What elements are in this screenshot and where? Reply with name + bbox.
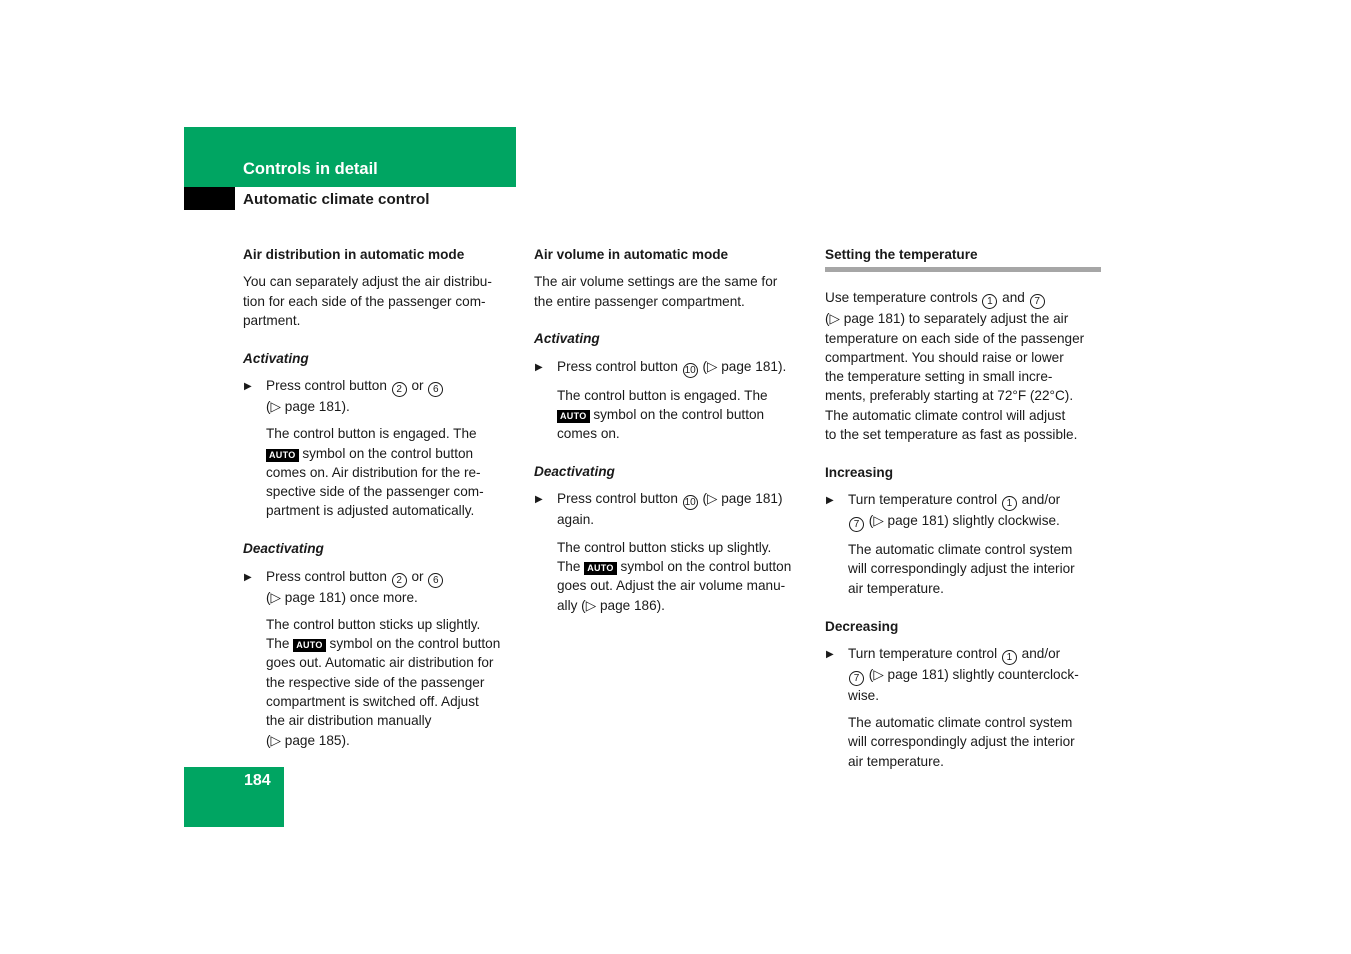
page-reference-icon: ▷ bbox=[707, 491, 718, 507]
control-number-icon: 1 bbox=[1002, 496, 1017, 511]
step-result: The control button sticks up slightly. The AUTO symbol on the control button goes out. Automatic air distribution for the respective side of the passenger compartment is switched off. Adjust the air distribution manually (▷ page 185). bbox=[266, 616, 501, 748]
auto-symbol-icon: AUTO bbox=[584, 562, 617, 575]
subheading-decreasing: Decreasing bbox=[825, 618, 899, 634]
text-line: You can separately adjust the air distribu- bbox=[243, 274, 492, 290]
auto-symbol-icon: AUTO bbox=[266, 449, 299, 462]
step-result: The automatic climate control system will correspondingly adjust the interior air temperature. bbox=[848, 715, 1075, 769]
auto-symbol-icon: AUTO bbox=[293, 639, 326, 652]
page-reference-link[interactable]: page 185). bbox=[281, 732, 350, 748]
section-heading: Air distribution in automatic mode bbox=[243, 247, 465, 262]
button-number-icon: 10 bbox=[684, 364, 696, 376]
instruction-step: ▶ Turn temperature control 1 and/or 7 (▷ page 181) slightly counterclock- wise. bbox=[826, 645, 1079, 703]
page-reference-link[interactable]: page 181) once more. bbox=[281, 589, 418, 605]
instruction-step: ▶ Press control button 2 or 6 (▷ page 181) once more. bbox=[243, 567, 518, 607]
column-air-volume bbox=[534, 245, 806, 633]
bullet-arrow-icon: ▶ bbox=[535, 361, 543, 373]
page-reference-icon: ▷ bbox=[707, 358, 718, 374]
instruction-step: ▶ Press control button 10 (▷ page 181). bbox=[535, 358, 787, 376]
page-reference-link[interactable]: page 186). bbox=[596, 597, 665, 613]
page-reference-icon: ▷ bbox=[270, 589, 281, 605]
instruction-step: ▶ Press control button 2 or 6 (▷ page 181). bbox=[243, 376, 518, 416]
subheading-deactivating: Deactivating bbox=[243, 541, 324, 557]
control-number-icon: 7 bbox=[849, 517, 864, 532]
column-air-distribution bbox=[243, 245, 518, 768]
page-reference-icon: ▷ bbox=[873, 513, 884, 529]
bullet-arrow-icon: ▶ bbox=[826, 495, 834, 507]
step-result: The automatic climate control system will correspondingly adjust the interior air temperature. bbox=[848, 542, 1075, 596]
text-line: partment. bbox=[243, 312, 301, 328]
button-number-icon: 2 bbox=[392, 573, 407, 588]
page-reference-icon: ▷ bbox=[829, 311, 840, 327]
bullet-arrow-icon: ▶ bbox=[244, 571, 252, 583]
auto-symbol-icon: AUTO bbox=[557, 410, 590, 423]
control-number-icon: 1 bbox=[1002, 650, 1017, 665]
page-reference-icon: ▷ bbox=[873, 666, 884, 682]
page-reference-link[interactable]: page 181) bbox=[717, 491, 783, 507]
page-reference-link[interactable]: page 181) slightly counterclock- bbox=[883, 666, 1079, 682]
step-result: The control button sticks up slightly. The AUTO symbol on the control button goes out. Adjust the air volume manu- ally (▷ page 186). bbox=[557, 539, 792, 613]
subheading-activating: Activating bbox=[243, 350, 309, 366]
step-result: The control button is engaged. The AUTO symbol on the control button comes on. Air distribution for the re- spective side of the passenger com- partment is adjusted automatically. bbox=[266, 426, 484, 519]
bullet-arrow-icon: ▶ bbox=[826, 648, 834, 660]
page-reference-icon: ▷ bbox=[270, 398, 281, 414]
step-result: The control button is engaged. The AUTO symbol on the control button comes on. bbox=[557, 387, 768, 442]
control-number-icon: 7 bbox=[849, 671, 864, 686]
control-number-icon: 7 bbox=[1030, 294, 1045, 309]
bullet-arrow-icon: ▶ bbox=[535, 494, 543, 506]
intro-paragraph: Use temperature controls 1 and 7 (▷ page 181) to separately adjust the air temperature on each side of the passenger compartment. You should raise or lower the temperature setting in small incre- ments, preferably starting at 72°F (22°C). The automatic climate control will adjust to the set temperature as fast as possible. bbox=[825, 290, 1085, 443]
section-heading: Air volume in automatic mode bbox=[534, 247, 729, 262]
intro-paragraph bbox=[243, 272, 518, 330]
bullet-arrow-icon: ▶ bbox=[244, 380, 252, 392]
page-reference-link[interactable]: page 181). bbox=[717, 358, 787, 374]
subheading-activating: Activating bbox=[534, 331, 600, 347]
section-title: Controls in detail bbox=[243, 160, 378, 178]
subheading-deactivating: Deactivating bbox=[534, 464, 615, 480]
instruction-step: ▶ Press control button 10 (▷ page 181) again. bbox=[535, 491, 783, 528]
page-number: 184 bbox=[244, 772, 271, 789]
button-number-icon: 10 bbox=[684, 497, 696, 509]
subheading-increasing: Increasing bbox=[825, 464, 893, 480]
page-reference-icon: ▷ bbox=[585, 597, 597, 613]
instruction-step: ▶ Turn temperature control 1 and/or 7 (▷ page 181) slightly clockwise. bbox=[826, 492, 1061, 531]
control-number-icon: 1 bbox=[982, 294, 997, 309]
button-number-icon: 6 bbox=[428, 382, 443, 397]
button-number-icon: 6 bbox=[428, 573, 443, 588]
page-reference-link[interactable]: page 181). bbox=[281, 398, 350, 414]
header-tab-marker bbox=[184, 187, 235, 210]
subsection-title: Automatic climate control bbox=[243, 191, 430, 208]
section-heading: Setting the temperature bbox=[825, 245, 1101, 272]
page-reference-link[interactable]: page 181) to separately adjust the air bbox=[840, 311, 1069, 327]
intro-paragraph: The air volume settings are the same for the entire passenger compartment. bbox=[534, 274, 778, 309]
page-reference-link[interactable]: page 181) slightly clockwise. bbox=[883, 513, 1060, 529]
button-number-icon: 2 bbox=[392, 382, 407, 397]
column-temperature bbox=[825, 245, 1101, 790]
text-line: tion for each side of the passenger com- bbox=[243, 293, 486, 309]
page-reference-icon: ▷ bbox=[270, 732, 281, 748]
